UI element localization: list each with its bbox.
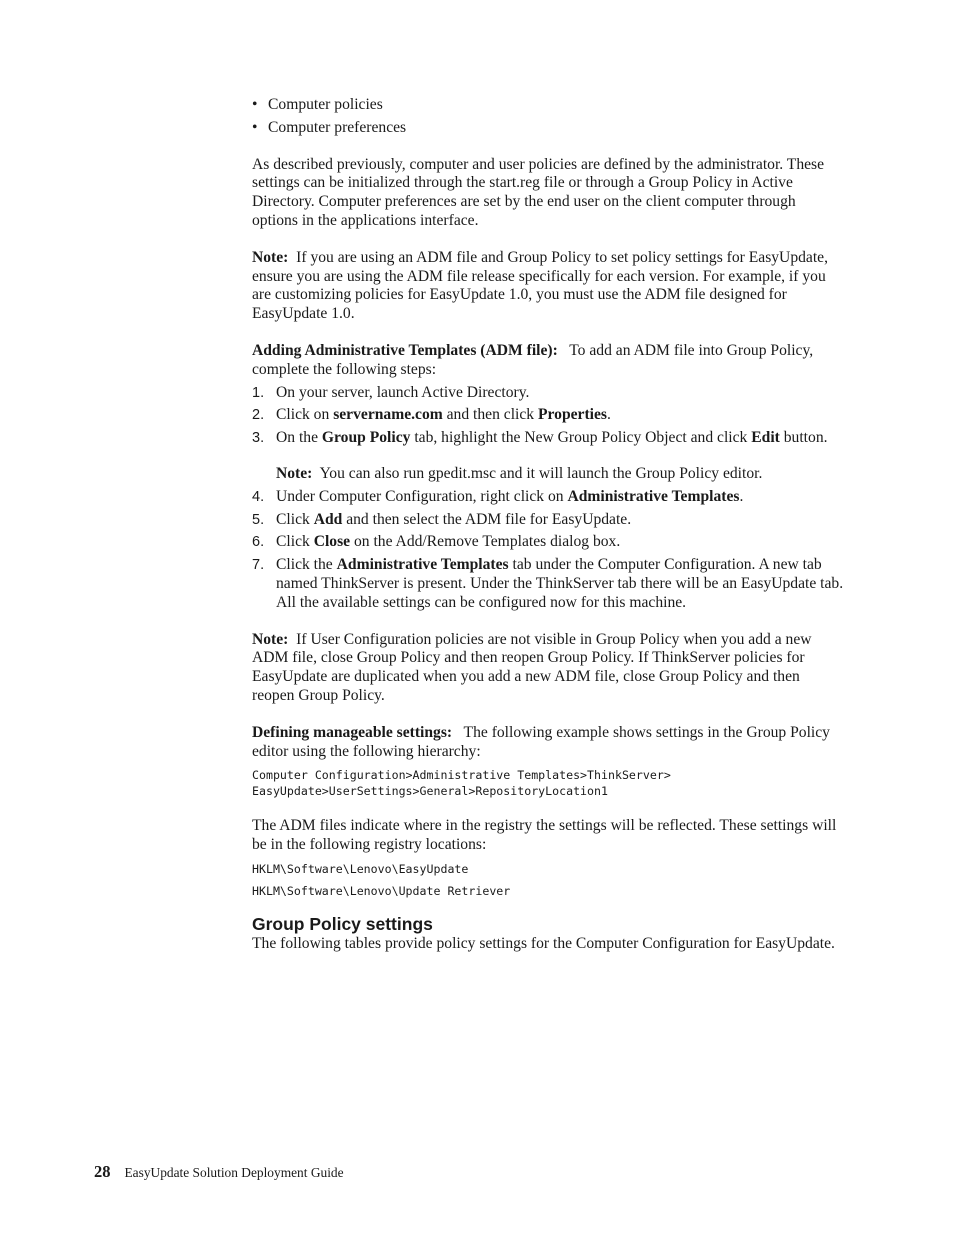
step-item: 2. Click on servername.com and then click Properties.: [252, 406, 611, 424]
hierarchy-code: Computer Configuration>Administrative Templates>ThinkServer> EasyUpdate>UserSettings>General>RepositoryLocation1: [252, 768, 671, 799]
steps-list: [252, 384, 844, 613]
note-user-configuration: [252, 631, 844, 706]
intro-paragraph: As described previously, computer and user policies are defined by the administrator. These settings can be initialized through the start.reg file or through a Group Policy in Active Directory. Computer preferences are set by the end user on the client computer through options in the applications interface.: [252, 155, 825, 229]
step-number: 4.: [252, 488, 265, 505]
note-label: Note:: [252, 630, 289, 648]
adm-files-paragraph: The ADM files indicate where in the registry the settings will be reflected. These settings will be in the following registry locations:: [252, 817, 837, 854]
adding-templates-text: To add an ADM file into Group Policy, complete the following steps:: [252, 341, 814, 378]
defining-settings-heading: Defining manageable settings:: [252, 723, 453, 741]
note-text: If you are using an ADM file and Group Policy to set policy settings for EasyUpdate, ensure you are using the ADM file release specifically for each version. For example, if you are customizing policies for EasyUpdate 1.0, you must use the ADM file designed for EasyUpdate 1.0.: [252, 248, 828, 323]
step-note: [276, 465, 844, 484]
step-item: 7. Click the Administrative Templates tab under the Computer Configuration. A new tab named ThinkServer is present. Under the ThinkServer tab there will be an EasyUpdate tab. All the available settings can be configured now for this machine.: [252, 556, 844, 611]
step-number: 3.: [252, 430, 265, 447]
step-number: 7.: [252, 557, 265, 574]
section-heading: Group Policy settings: [252, 913, 433, 934]
list-item: • Computer policies: [252, 96, 844, 115]
step-item: 3. On the Group Policy tab, highlight the New Group Policy Object and click Edit button. Note: You can also run gpedit.msc and it will launch the Group Policy editor.: [252, 429, 844, 484]
policy-type-list: [252, 96, 844, 138]
defining-settings-intro: [252, 724, 844, 762]
registry-path: HKLM\Software\Lenovo\Update Retriever: [252, 883, 511, 898]
note-text: If User Configuration policies are not visible in Group Policy when you add a new ADM file, close Group Policy and then reopen Group Policy. If ThinkServer policies for EasyUpdate are duplicated when you add a new ADM file, close Group Policy and then reopen Group Policy.: [252, 630, 812, 704]
step-number: 6.: [252, 534, 265, 551]
list-item: • Computer preferences: [252, 119, 844, 138]
registry-path: HKLM\Software\Lenovo\EasyUpdate: [252, 861, 469, 876]
document-body: [252, 96, 844, 954]
note-label: Note:: [252, 248, 289, 266]
step-number: 2.: [252, 407, 265, 424]
step-item: 1. On your server, launch Active Directory.: [252, 383, 530, 401]
step-item: 4. Under Computer Configuration, right click on Administrative Templates.: [252, 487, 744, 505]
step-number: 1.: [252, 384, 265, 401]
note-text: You can also run gpedit.msc and it will launch the Group Policy editor.: [319, 464, 763, 482]
step-item: 6. Click Close on the Add/Remove Templates dialog box.: [252, 533, 621, 551]
note-label: Note:: [276, 464, 313, 482]
page-number: 28: [94, 1162, 111, 1181]
step-item: 5. Click Add and then select the ADM file for EasyUpdate.: [252, 510, 632, 528]
note-adm-version: [252, 249, 844, 324]
section-paragraph: The following tables provide policy settings for the Computer Configuration for EasyUpdate.: [252, 934, 835, 952]
defining-settings-text: The following example shows settings in the Group Policy editor using the following hierarchy:: [252, 723, 830, 760]
page-footer: [94, 1162, 344, 1182]
adding-templates-heading: Adding Administrative Templates (ADM file):: [252, 341, 558, 359]
document-title: EasyUpdate Solution Deployment Guide: [124, 1165, 344, 1180]
adding-templates-intro: [252, 342, 844, 380]
step-number: 5.: [252, 511, 265, 528]
